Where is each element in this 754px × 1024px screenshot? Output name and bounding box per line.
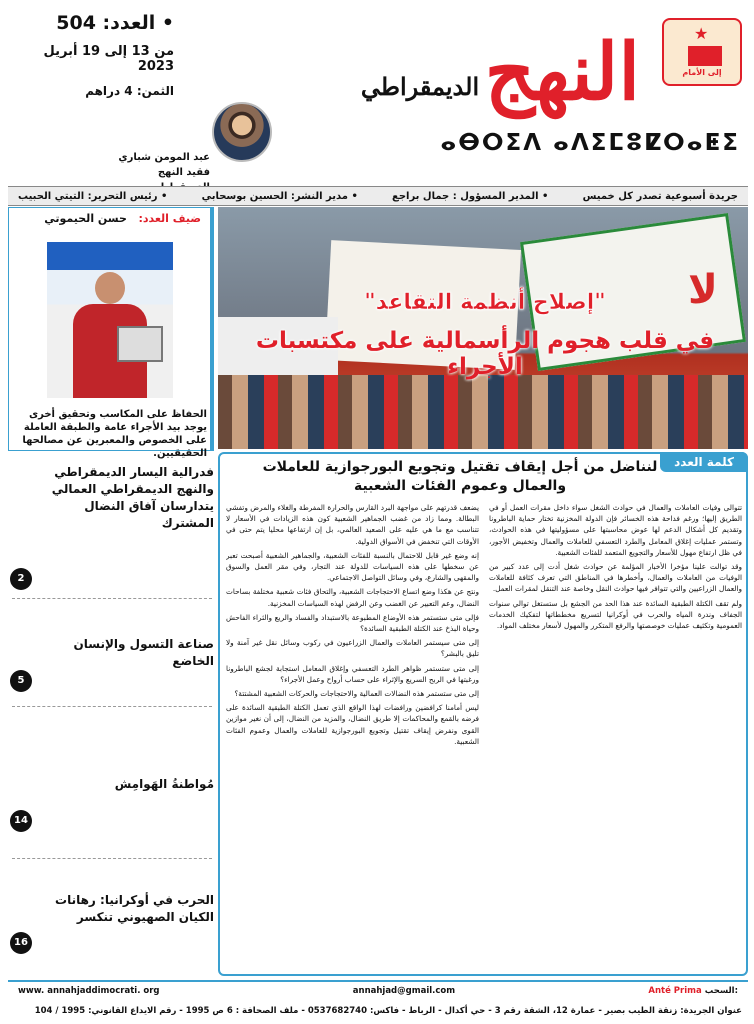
toc-title: الحرب في أوكرانيا: رهانات الكيان الصهيوني تنكسر [55,893,214,924]
star-icon: ★ [694,24,709,43]
editor-in-chief: • رئيس التحرير: التيتي الحبيب [18,190,168,202]
page-number-badge: 5 [10,670,32,692]
paragraph: تتوالى وفيات العاملات والعمال في حوادث الشغل سواء داخل مقرات العمل أو في الطريق إليها؛ ورغم فداحة هذه الخسائر فإن الدولة المخزنية تختار حماية الباطرونا وتقديم كل أشكال الدعم لها عوض محاسبتها على مسؤوليتها في هذه الحوادث، وتستمر عمليات إغلاق المعامل والطرد التعسفي للعاملات والعمال وتخفيض الأجور، في ظل ارتفاع مهول للأسعار والتجويع المتعمد للفئات الشعبية. [489,503,742,557]
issue-price: الثمن: 4 دراهم [85,84,174,98]
footer-address: عنوان الجريدة: زنقة الطيب بصير - عمارة 12، الشقة رقم 3 - حي أكدال - الرباط - فاكس: 0537682740 - ملف الصحافة : 6 ص 1995 - رقم الايداع القانوني: 1995 / 104 [34,1006,742,1016]
page-number-badge: 2 [10,568,32,590]
guest-photo [47,242,173,398]
toc-item[interactable] [8,636,214,686]
website[interactable]: www. annahjaddimocrati. org [18,986,160,996]
footer-top-row [8,986,748,996]
guest-plaque [117,326,163,362]
editorial-column-1 [489,502,742,972]
flag-icon [688,46,722,66]
paragraph: فإلى متى ستستمر هذه الأوضاع المطبوعة بالاستبداد والفساد والريع والثراء الفاحش وحياة البذخ عند الكتلة الطبقية السائدة؟ [226,612,479,634]
paragraph: إنه وضع غير قابل للاحتمال بالنسبة للفئات الشعبية، والجماهير الشعبية أصبحت تعبر عن سخطها على هذه السياسات للدولة عند التجار، وفي مقر العمل والسوق والمقهى والشارع، وفي وسائل التواصل الاجتماعي. [226,550,479,583]
sign-text: لا [688,267,718,313]
newspaper-logo-sub: الديمقراطي [360,72,480,101]
leader-title: فقيد النهج [157,167,210,178]
divider [12,706,212,707]
paragraph: ونتج عن هكذا وضع اتساع الاحتجاجات الشعبية، والتحاق فئات شعبية مختلفة بساحات النضال، وعم التعبير عن الغضب وعن الرفض لهذه السياسات المخزنية. [226,587,479,608]
weekly-note: جريدة أسبوعية تصدر كل خميس [582,190,738,202]
toc-item[interactable] [8,892,214,948]
email[interactable]: annahjad@gmail.com [352,986,456,996]
editorial-title: لنناضل من أجل إيقاف تقتيل وتجويع البورجوازية للعاملات والعمال وعموم الفئات الشعبية [262,459,658,494]
paragraph: ليس أمامنا كرافضين ورافضات لهذا الواقع الذي تعمل الكتلة الطبقية السائدة على فرضه بالقمع والمحاكمات إلا طريق النضال، والمزيد من النضال، إلى أن نغير موازين القوى ونفرض إيقاف تقتيل وتجويع البورجوازية للعاملات والعمال وعموم الفئات الشعبية. [226,703,479,746]
director: • المدير المسؤول : جمال براجع [392,190,549,202]
paragraph: إلى متى سيستمر العاملات والعمال الزراعيون في ركوب وسائل نقل غير آمنة ولا تليق بالبشر؟ [226,638,479,659]
crowd [218,375,748,449]
toc-title: مُواطنةُ الهَوامِش [114,777,214,791]
emblem-label: إلى الأمام [682,68,722,77]
footer [8,980,748,1020]
paragraph: إلى متى ستستمر هذه النضالات العمالية والاحتجاجات والحركات الشعبية المشتتة؟ [234,689,479,699]
printer-name: Anté Prima [648,986,702,996]
paragraph: إلى متى ستستمر ظواهر الطرد التعسفي وإغلاق المعامل استجابة لجشع الباطرونا ورغبتها في الربح السريع والإثراء على حساب أرواح وعمل الأجراء؟ [226,663,479,684]
issue-number: • العدد: 504 [56,12,174,34]
toc-item[interactable] [8,776,214,826]
issue-date: من 13 إلى 19 أبريل 2023 [43,44,174,74]
newspaper-logo: النهج [484,27,640,118]
guest-label: ضيف العدد: [138,212,201,225]
guest-quote: الحفاظ على المكاسب وتحقيق أخرى يوجد بيد الأجراء عامة والطبقة العاملة على الخصوص والمعبرين عن مصالحها الحقيقيين. [22,409,207,459]
divider [12,598,212,599]
publisher: • مدير النشر: الحسين بوسحابي [201,190,358,202]
page-number-badge: 16 [10,932,32,954]
editorial-tag: كلمة العدد [660,452,748,472]
issue-info [14,12,174,98]
guest-name: حسن الحيموتي [44,212,127,225]
table-of-contents [8,458,214,978]
staff-bar [8,186,748,206]
paragraph: يضعف قدرتهم على مواجهة البرد القارس والحرارة المفرطة والغلاء والمرض وتفشي البطالة. ومما زاد من غضب الجماهير الشعبية كون هذه الزيادات في الأسعار لا تتناسب مع ما هي عليه على الصعيد العالمي، بل إن ارتفاعها محليا يتم حتى في الأوقات التي تنخفض في الأسواق الدولية. [226,503,479,546]
toc-title: صناعة التسول والإنسان الخاضع [73,637,214,668]
editorial-box [218,452,748,976]
party-emblem [662,18,742,86]
leader-portrait [212,102,272,162]
paragraph: ولم تقف الكتلة الطبقية السائدة عند هذا الحد من الجشع بل ستستغل توالي سنوات الجفاف وندرة المياه والحرب في أوكرانيا لتسريع مخططاتها لتفكيك الخدمات العمومية وتكثيف عمليات خوصصتها والرفع المتكرر والمهول لأسعار مختلف المواد. [489,598,742,631]
cover-headline: "إصلاح أنظمة التقاعد" [364,290,606,315]
page-number-badge: 14 [10,810,32,832]
cover-subheadline: في قلب هجوم الرأسمالية على مكتسبات الأجراء [255,328,715,380]
editorial-columns [226,502,742,972]
leader-name: عبد المومن شباري [118,152,210,163]
editorial-column-2 [226,502,479,972]
tifinagh-title: ⴰⴱⵔⵉⴷ ⴰⴷⵉⵎⵓⵇⵔⴰⵟⵉ [440,130,740,156]
guest-heading [9,212,207,225]
paragraph: وقد توالت علينا مؤخرا الأخبار المؤلمة عن حوادث شغل أدت إلى عدد كبير من الوفيات من العاملات والعمال، وأخطرها في المناطق التي تعرف كثافة للعاملات والعمال الزراعيين والتي تتوافر فيها حوادث النقل وخاصة عند التنقل لمقرات العمل. [489,562,742,594]
printer-label: السحب: [704,986,738,996]
masthead [0,0,754,185]
toc-item[interactable] [8,464,214,584]
toc-title: فدرالية اليسار الديمقراطي والنهج الديمقراطي العمالي يتدارسان آفاق النضال المشترك [51,465,214,530]
guest-box [8,207,214,459]
printer-info [648,986,738,996]
divider [12,858,212,859]
guest-head [95,272,125,304]
